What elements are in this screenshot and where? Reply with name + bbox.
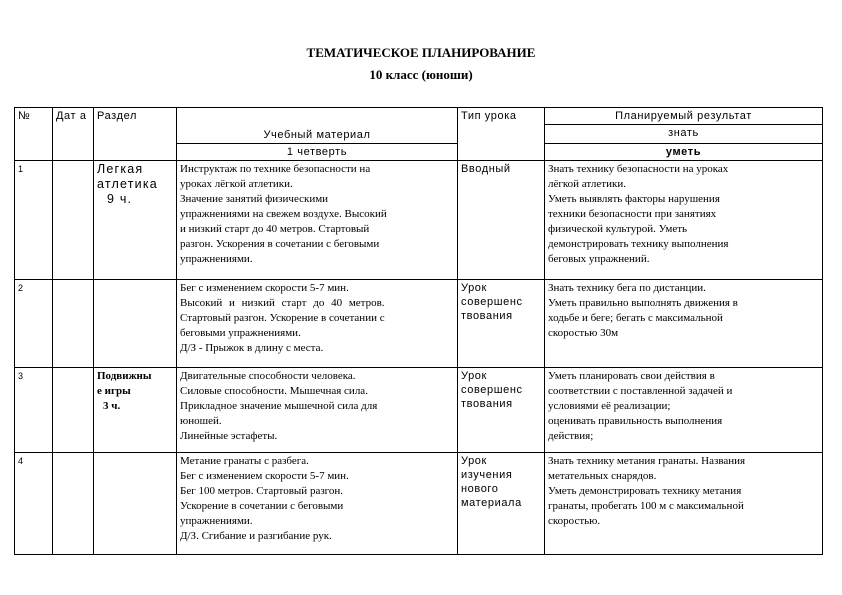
material-line: уроках лёгкой атлетики. [180,177,293,190]
table-row [15,160,823,279]
result-line: демонстрировать технику выполнения [548,237,729,250]
table-row [15,367,823,452]
row-date [53,452,94,554]
material-line: юношей. [180,414,222,427]
material-line: разгон. Ускорения в сочетании с беговыми [180,237,380,250]
result-line: условиями её реализации; [548,399,671,412]
material-line: упражнениями. [180,252,253,265]
row-date [53,160,94,279]
table-row [15,452,823,554]
header-material-top [177,108,458,125]
row-number: 4 [15,452,53,554]
quarter-label: 1 четверть [177,143,458,160]
header-lesson-type: Тип урока [458,108,545,161]
row-section [94,160,177,279]
material-line: Инструктаж по технике безопасности на [180,162,371,175]
header-num: № [15,108,53,161]
page-title: ТЕМАТИЧЕСКОЕ ПЛАНИРОВАНИЕ [306,45,536,60]
row-date [53,279,94,367]
result-line: беговых упражнений. [548,252,650,265]
row-lesson-type: Урок совершенс твования [458,367,545,452]
row-date [53,367,94,452]
row-material [177,452,458,554]
result-line: скоростью 30м [548,326,619,339]
table-row [15,279,823,367]
material-line: Двигательные способности человека. [180,369,356,382]
material-line: упражнениями. [180,514,253,527]
material-line: Стартовый разгон. Ускорение в сочетании с [180,311,385,324]
header-row [15,108,823,125]
row-material [177,160,458,279]
result-line: Уметь правильно выполнять движения в [548,296,738,309]
material-line: Бег с изменением скорости 5-7 мин. [180,469,349,482]
material-line: Д/З - Прыжок в длину с места. [180,341,324,354]
row-section [94,452,177,554]
row-material [177,367,458,452]
result-line: Уметь выявлять факторы нарушения [548,192,720,205]
row-lesson-type: Вводный [458,160,545,279]
result-line: техники безопасности при занятиях [548,207,717,220]
planning-table [14,107,823,555]
material-line: Д/З. Сгибание и разгибание рук. [180,529,332,542]
row-number: 3 [15,367,53,452]
material-line: Силовые способности. Мышечная сила. [180,384,368,397]
section-line: Подвижны [97,369,152,382]
result-line: метательных снарядов. [548,469,657,482]
material-line: Значение занятий физическими [180,192,329,205]
result-line: физической культурой. Уметь [548,222,688,235]
result-line: Знать технику бега по дистанции. [548,281,706,294]
row-lesson-type: Урок совершенс твования [458,279,545,367]
row-result [545,279,823,367]
result-line: Знать технику метания гранаты. Названия [548,454,746,467]
result-line: Уметь планировать свои действия в [548,369,715,382]
row-number: 1 [15,160,53,279]
material-line: Высокий и низкий старт до 40 метров. [180,296,385,309]
result-line: лёгкой атлетики. [548,177,626,190]
material-line: Метание гранаты с разбега. [180,454,309,467]
result-line: соответствии с поставленной задачей и [548,384,733,397]
header-know: знать [545,125,823,144]
row-material [177,279,458,367]
result-line: Знать технику безопасности на уроках [548,162,729,175]
header-section: Раздел [94,108,177,144]
page-subtitle: 10 класс (юноши) [369,67,473,82]
section-line: Легкая [97,161,144,176]
result-line: ходьбе и беге; бегать с максимальной [548,311,723,324]
material-line: Прикладное значение мышечной сила для [180,399,378,412]
row-section [94,367,177,452]
header-can: уметь [545,143,823,160]
material-line: Линейные эстафеты. [180,429,278,442]
section-hours: 3 ч. [103,399,121,412]
section-hours: 9 ч. [107,191,133,206]
section-line: е игры [97,384,131,397]
material-line: Бег с изменением скорости 5-7 мин. [180,281,349,294]
result-line: оценивать правильность выполнения [548,414,723,427]
section-line: атлетика [97,176,158,191]
result-line: скоростью. [548,514,601,527]
row-result [545,367,823,452]
result-line: гранаты, пробегать 100 м с максимальной [548,499,744,512]
material-line: упражнениями на свежем воздухе. Высокий [180,207,387,220]
result-line: действия; [548,429,594,442]
header-section-bottom [94,143,177,160]
row-result [545,160,823,279]
row-result [545,452,823,554]
header-material: Учебный материал [177,125,458,144]
row-number: 2 [15,279,53,367]
result-line: Уметь демонстрировать технику метания [548,484,742,497]
row-lesson-type: Урок изучения нового материала [458,452,545,554]
material-line: Бег 100 метров. Стартовый разгон. [180,484,344,497]
header-date: Дат а [53,108,94,161]
material-line: Ускорение в сочетании с беговыми [180,499,344,512]
material-line: беговыми упражнениями. [180,326,301,339]
header-result: Планируемый результат [545,108,823,125]
row-section [94,279,177,367]
material-line: и низкий старт до 40 метров. Стартовый [180,222,370,235]
